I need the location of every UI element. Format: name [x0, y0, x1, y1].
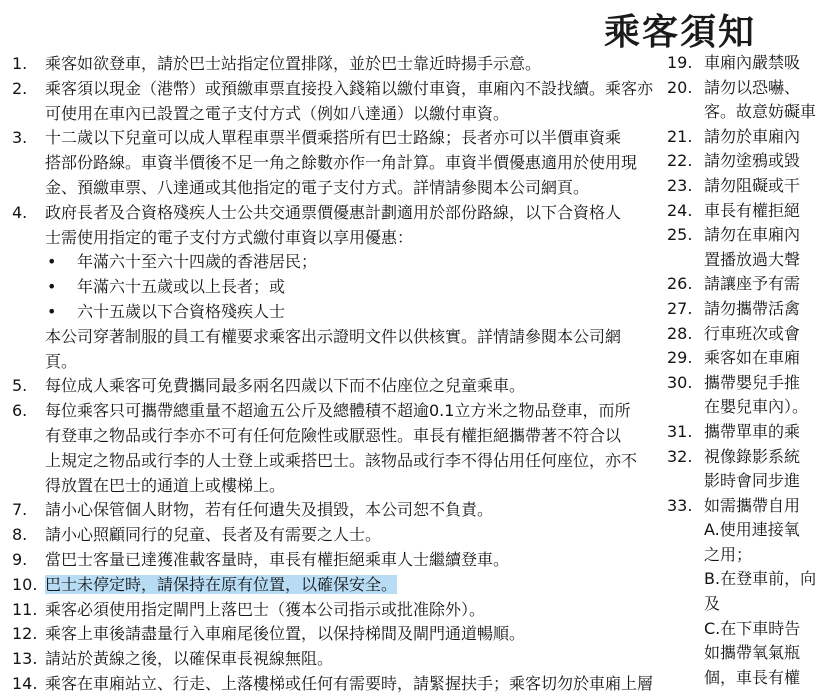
rule-item: [667, 174, 799, 199]
rule-number: 20.: [667, 77, 693, 97]
rule-text: [704, 346, 799, 371]
rule-text: [704, 420, 799, 445]
rule-item: [667, 76, 816, 125]
rule-text: [704, 445, 799, 494]
rule-text-line: 及: [704, 594, 721, 614]
rule-text-line: 視像錄影系統: [704, 446, 801, 466]
bullet-text: 六十五歲以下合資格殘疾人士: [77, 301, 286, 321]
rule-item: [12, 647, 652, 672]
rule-number: 24.: [667, 200, 693, 220]
rule-text-line: 置播放過大聲: [704, 249, 801, 269]
rule-number: 14.: [12, 673, 38, 693]
rule-number: 3.: [12, 128, 28, 148]
rule-text-line: 乘客上車後請盡量行入車廂尾後位置，以保持梯間及閘門通道暢順。: [45, 624, 526, 644]
rule-text: [45, 126, 652, 200]
rule-number: 26.: [667, 274, 693, 294]
rule-item: [12, 622, 652, 647]
rule-number: 28.: [667, 323, 693, 343]
highlighted-text: 巴士未停定時，請保持在原有位置，以確保安全。: [45, 574, 398, 594]
rules-column-right: [667, 51, 816, 690]
rule-text-line: 每位乘客只可攜帶總重量不超逾五公斤及總體積不超逾0.1立方米之物品登車，而所: [45, 401, 631, 421]
rule-number: 25.: [667, 225, 693, 245]
rule-text-line: 攜帶單車的乘: [704, 421, 801, 441]
rule-number: 4.: [12, 202, 28, 222]
rule-number: 2.: [12, 78, 28, 98]
rule-item: [12, 374, 652, 399]
rule-item: [667, 322, 799, 347]
rule-item: [667, 223, 799, 272]
rule-number: 8.: [12, 525, 28, 545]
bullet-dot-icon: •: [47, 277, 57, 297]
rule-text-line: 請勿阻礙或干: [704, 175, 801, 195]
rule-text: [45, 598, 652, 623]
rule-text: [704, 371, 809, 420]
rule-text: [704, 125, 799, 150]
rule-number: 27.: [667, 298, 693, 318]
rule-text: [704, 272, 799, 297]
rule-number: 22.: [667, 151, 693, 171]
rule-text: [45, 498, 652, 523]
rule-text: [704, 174, 799, 199]
rule-text: [45, 52, 652, 77]
rule-number: 30.: [667, 372, 693, 392]
rule-number: 21.: [667, 126, 693, 146]
rule-text: [704, 51, 799, 76]
rule-number: 5.: [12, 376, 28, 396]
rule-item: [12, 52, 652, 77]
rule-item: [12, 548, 652, 573]
rule-text: [704, 149, 799, 174]
bullet-text: 年滿六十至六十四歲的香港居民；: [77, 252, 318, 272]
rule-text-line: 車廂內嚴禁吸: [704, 53, 801, 72]
rule-text: [704, 223, 799, 272]
rule-item: [12, 399, 652, 498]
rule-number: 23.: [667, 175, 693, 195]
bullet-item: [45, 250, 652, 275]
rule-text-line: 每位成人乘客可免費攜同最多兩名四歲以下而不佔座位之兒童乘車。: [45, 376, 526, 396]
rule-number: 13.: [12, 649, 38, 669]
rule-text-line: 請勿攜帶活禽: [704, 298, 801, 318]
rule-item: [667, 199, 799, 224]
rule-text: [45, 374, 652, 399]
rule-item: [667, 149, 799, 174]
rule-number: 1.: [12, 54, 28, 73]
rule-number: 7.: [12, 500, 28, 520]
rule-text: [704, 76, 816, 125]
rule-text-line: 乘客如欲登車，請於巴士站指定位置排隊，並於巴士靠近時揚手示意。: [45, 54, 542, 73]
rule-item: [12, 573, 652, 598]
rule-item: [667, 494, 816, 691]
rule-item: [12, 77, 652, 127]
rule-text-line: 客。故意妨礙車: [704, 102, 816, 122]
rule-text-line: 乘客如在車廂: [704, 348, 801, 368]
rule-text-line: 之用；: [704, 544, 753, 564]
rule-text-line: 請勿塗鴉或毀: [704, 151, 801, 171]
rule-text-line: 個，車長有權: [704, 667, 801, 687]
rule-text-line: 十二歲以下兒童可以成人單程車票半價乘搭所有巴士路線；長者亦可以半價車資乘: [45, 128, 622, 148]
rule-item: [12, 498, 652, 523]
rule-number: 9.: [12, 549, 28, 569]
rule-text-line: 士需使用指定的電子支付方式繳付車資以享用優惠：: [45, 227, 414, 247]
rule-text-line: 有登車之物品或行李亦不可有任何危險性或厭惡性。車長有權拒絕攜帶著不符合以: [45, 425, 622, 445]
rule-item: [12, 201, 652, 375]
rule-text-line: 攜帶嬰兒手推: [704, 372, 801, 392]
rule-text-line: 行車班次或會: [704, 323, 801, 343]
rule-item: [12, 672, 652, 697]
rule-text-line: 得放置在巴士的通道上或樓梯上。: [45, 475, 286, 495]
rule-item: [667, 297, 799, 322]
bullet-dot-icon: •: [47, 252, 57, 272]
rule-text-line: 請小心保管個人財物，若有任何遺失及損毀，本公司恕不負責。: [45, 500, 494, 520]
page-title: 乘客須知: [604, 12, 757, 53]
rule-number: 29.: [667, 348, 693, 368]
rule-text-line: 乘客在車廂站立、行走、上落樓梯或任何有需要時，請緊握扶手；乘客切勿於車廂上層: [45, 673, 654, 693]
rule-item: [667, 371, 809, 420]
rule-text: [704, 199, 799, 224]
rule-number: 6.: [12, 401, 28, 421]
rule-number: 12.: [12, 624, 38, 644]
rule-text-line: 乘客必須使用指定閘門上落巴士（獲本公司指示或批准除外）。: [45, 599, 486, 619]
rule-text: [704, 494, 816, 691]
rule-item: [667, 420, 799, 445]
rule-text-line: 在嬰兒車內）。: [704, 397, 809, 417]
rule-text: [704, 322, 799, 347]
rule-item: [12, 523, 652, 548]
rule-item: [667, 51, 799, 76]
rule-text-line: B.在登車前，向: [704, 569, 816, 589]
rule-text: [45, 77, 652, 127]
rule-text: [45, 201, 652, 375]
rule-text-line: 政府長者及合資格殘疾人士公共交通票價優惠計劃適用於部份路線，以下合資格人: [45, 202, 622, 222]
rule-item: [667, 346, 799, 371]
rule-text-line: 請勿於車廂內: [704, 126, 801, 146]
rule-text-line: 影時會同步進: [704, 471, 801, 491]
rule-text: [704, 297, 799, 322]
rule-text-line: 搭部份路線。車資半價後不足一角之餘數亦作一角計算。車資半價優惠適用於使用現: [45, 153, 638, 173]
rule-number: 19.: [667, 53, 693, 72]
rule-text-line: 可使用在車內已設置之電子支付方式（例如八達通）以繳付車資。: [45, 103, 510, 123]
rule-number: 32.: [667, 446, 693, 466]
rule-text-line: 請小心照顧同行的兒童、長者及有需要之人士。: [45, 525, 382, 545]
bullet-item: [45, 275, 652, 300]
rule-text: [45, 399, 652, 498]
rule-item: [12, 126, 652, 200]
rule-text-line: 乘客須以現金（港幣）或預繳車票直接投入錢箱以繳付車資，車廂內不設找續。乘客亦: [45, 78, 654, 98]
rule-text-line-wrap: [45, 573, 652, 598]
rule-number: 10.: [12, 574, 38, 594]
rule-text-line: 如攜帶氧氣瓶: [704, 643, 801, 663]
rule-text-line: 請勿在車廂內: [704, 225, 801, 245]
rule-number: 31.: [667, 421, 693, 441]
rule-text-line: 本公司穿著制服的員工有權要求乘客出示證明文件以供核實。詳情請參閱本公司網: [45, 326, 622, 346]
rule-text-line: 當巴士客量已達獲准載客量時，車長有權拒絕乘車人士繼續登車。: [45, 549, 510, 569]
rule-text-line: 金、預繳車票、八達通或其他指定的電子支付方式。詳情請參閱本公司網頁。: [45, 177, 590, 197]
rule-text: [45, 622, 652, 647]
rule-text: [45, 573, 652, 598]
rule-text-line: C.在下車時告: [704, 618, 801, 638]
rule-text-line: 如需攜帶自用: [704, 495, 801, 515]
rule-text: [45, 523, 652, 548]
rule-item: [667, 445, 799, 494]
rule-text-line: 請勿以恐嚇、: [704, 77, 801, 97]
rule-number: 11.: [12, 599, 38, 619]
rule-text: [45, 647, 652, 672]
rule-text-line: 車長有權拒絕: [704, 200, 801, 220]
rule-number: 33.: [667, 495, 693, 515]
rule-item: [667, 125, 799, 150]
rules-column-left: [12, 52, 652, 697]
rule-text-line: 上規定之物品或行李的人士登上或乘搭巴士。該物品或行李不得佔用任何座位，亦不: [45, 450, 638, 470]
bullet-dot-icon: •: [47, 301, 57, 321]
rule-item: [12, 598, 652, 623]
rule-text: [45, 548, 652, 573]
rule-text-line: 請站於黃線之後，以確保車長視線無阻。: [45, 649, 334, 669]
rule-text-line: A.使用連接氧: [704, 520, 800, 540]
bullet-text: 年滿六十五歲或以上長者；或: [77, 277, 286, 297]
bullet-item: [45, 300, 652, 325]
rule-text-line: 頁。: [45, 351, 78, 371]
rule-text: [45, 672, 652, 697]
rule-item: [667, 272, 799, 297]
rule-text-line: 請讓座予有需: [704, 274, 801, 294]
